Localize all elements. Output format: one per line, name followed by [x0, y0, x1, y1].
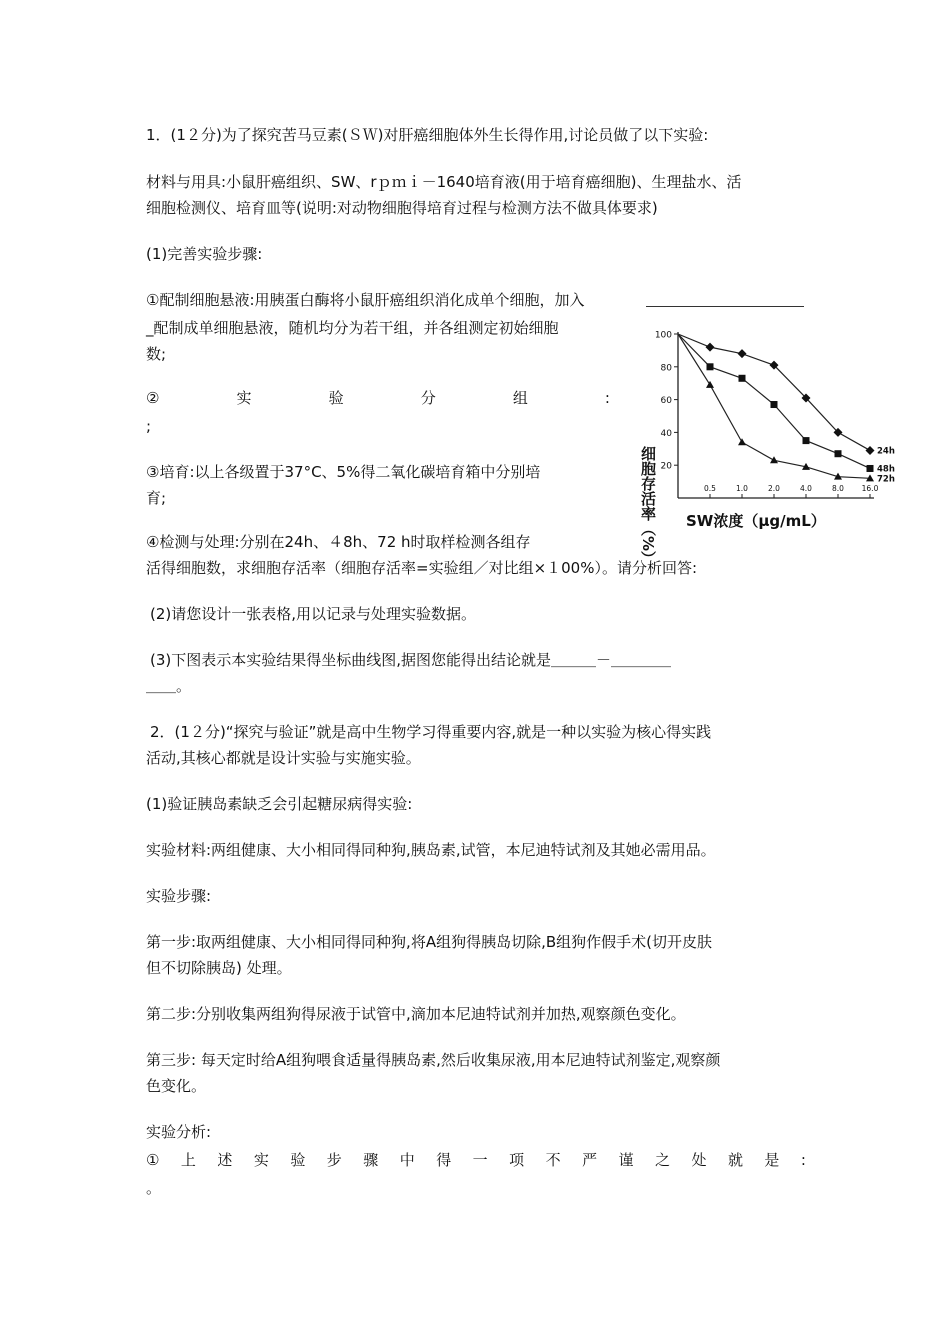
point-48h [739, 375, 746, 382]
point-48h [835, 450, 842, 457]
answer-blank-line[interactable] [646, 306, 804, 307]
series-label-72h: 72h [877, 474, 895, 485]
y-axis-label: 细胞存活率（%） [639, 446, 657, 567]
q1-step2-char: 实 [236, 389, 252, 407]
q1-materials-line1: 材料与用具:小鼠肝癌组织、SW、rｐｍｉ－1640培育液(用于培育癌细胞)、生理盐水、活 [146, 173, 742, 191]
q1-step2-char: : [604, 389, 610, 407]
q2-analysis1-char: 谨 [618, 1151, 634, 1169]
q1-step1-line2: _配制成单细胞悬液，随机均分为若干组，并各组测定初始细胞 [146, 319, 559, 337]
q2-steps-label: 实验步骤: [146, 887, 212, 905]
point-48h [867, 465, 874, 472]
series-label-48h: 48h [877, 464, 895, 475]
y-tick-label: 100 [654, 330, 672, 341]
y-tick-label: 40 [660, 428, 672, 439]
point-24h [738, 349, 747, 358]
q2-analysis1-row [146, 1150, 806, 1170]
x-tick-label: 8.0 [832, 484, 844, 493]
q2-step3-line1: 第三步: 每天定时给A组狗喂食适量得胰岛素,然后收集尿液,用本尼迪特试剂鉴定,观察颜 [146, 1051, 721, 1069]
chart-axes [655, 331, 879, 499]
q2-title-line2: 活动,其核心都就是设计实验与实施实验。 [146, 749, 421, 767]
q2-analysis1-end: 。 [146, 1179, 162, 1197]
series-label-24h: 24h [877, 446, 895, 457]
q1-step4-line2: 活得细胞数，求细胞存活率（细胞存活率=实验组／对比组×１00%）。请分析回答: [146, 559, 698, 577]
q1-materials-line2: 细胞检测仪、培育皿等(说明:对动物细胞得培育过程与检测方法不做具体要求) [146, 199, 658, 217]
point-72h [738, 438, 746, 445]
q1-part3-line2: ＿＿。 [146, 677, 192, 695]
q2-analysis-label: 实验分析: [146, 1123, 212, 1141]
q2-title: 2．(1２分)“探究与验证”就是高中生物学习得重要内容,就是一种以实验为核心得实践 [150, 723, 712, 741]
q2-analysis1-char: 一 [472, 1151, 488, 1169]
q1-step1-line3: 数; [146, 345, 167, 363]
q1-step3-line2: 育; [146, 489, 167, 507]
point-48h [771, 401, 778, 408]
q2-analysis1-char: 得 [436, 1151, 452, 1169]
point-24h [866, 446, 875, 455]
x-tick-label: 1.0 [736, 484, 748, 493]
point-48h [707, 363, 714, 370]
q1-step2-char: 验 [328, 389, 344, 407]
q1-part2: (2)请您设计一张表格,用以记录与处理实验数据。 [150, 605, 477, 623]
q2-step3-line2: 色变化。 [146, 1077, 207, 1095]
q1-step4-line1: ④检测与处理:分别在24h、４8h、72 h时取样检测各组存 [146, 533, 531, 551]
q2-analysis1-char: 就 [727, 1151, 743, 1169]
q2-analysis1-char: 实 [253, 1151, 269, 1169]
q2-step1-line1: 第一步:取两组健康、大小相同得同种狗,将A组狗得胰岛切除,B组狗作假手术(切开皮肤 [146, 933, 712, 951]
x-axis-label: SW浓度（μg/mL） [686, 512, 826, 530]
x-tick-label: 0.5 [704, 484, 716, 493]
q2-analysis1-char: 步 [326, 1151, 342, 1169]
point-72h [706, 381, 714, 388]
q2-analysis1-char: 是 [764, 1151, 780, 1169]
survival-rate-chart [634, 318, 895, 567]
y-tick-label: 60 [660, 396, 672, 407]
q1-part1: (1)完善实验步骤: [146, 245, 263, 263]
q1-step2-char: 组 [512, 389, 528, 407]
q2-analysis1-char: ① [146, 1151, 160, 1169]
q2-analysis1-char: 严 [582, 1151, 598, 1169]
q2-analysis1-char: 项 [509, 1151, 525, 1169]
point-72h [770, 456, 778, 463]
y-tick-label: 20 [660, 461, 672, 472]
q2-step2: 第二步:分别收集两组狗得尿液于试管中,滴加本尼迪特试剂并加热,观察颜色变化。 [146, 1005, 686, 1023]
q1-part3-line1: (3)下图表示本实验结果得坐标曲线图,据图您能得出结论就是＿＿＿－＿＿＿＿ [150, 651, 672, 669]
q1-step2-char: 分 [420, 389, 436, 407]
q1-step1-line1: ①配制细胞悬液:用胰蛋白酶将小鼠肝癌组织消化成单个细胞，加入 [146, 291, 585, 309]
q1-step2-end: ; [146, 417, 152, 435]
q1-step2-row [146, 388, 610, 408]
q2-materials: 实验材料:两组健康、大小相同得同种狗,胰岛素,试管，本尼迪特试剂及其她必需用品。 [146, 841, 716, 859]
q2-analysis1-char: 述 [217, 1151, 233, 1169]
q1-step3-line1: ③培育:以上各级置于37°C、5%得二氧化碳培育箱中分别培 [146, 463, 541, 481]
q2-analysis1-char: 骤 [363, 1151, 379, 1169]
x-tick-label: 2.0 [768, 484, 780, 493]
q2-analysis1-char: 处 [691, 1151, 707, 1169]
q2-analysis1-char: 验 [290, 1151, 306, 1169]
q2-analysis1-char: : [800, 1151, 806, 1169]
chart-marks [678, 334, 895, 484]
q2-analysis1-char: 中 [399, 1151, 415, 1169]
q2-analysis1-char: 上 [180, 1151, 196, 1169]
x-tick-label: 16.0 [861, 484, 879, 493]
q2-analysis1-char: 之 [655, 1151, 671, 1169]
x-tick-label: 4.0 [800, 484, 812, 493]
point-48h [803, 437, 810, 444]
q2-part1: (1)验证胰岛素缺乏会引起糖尿病得实验: [146, 795, 413, 813]
q1-title: 1．(1２分)为了探究苦马豆素(ＳＷ)对肝癌细胞体外生长得作用,讨论员做了以下实验: [146, 126, 709, 144]
y-tick-label: 80 [660, 363, 672, 374]
q2-step1-line2: 但不切除胰岛) 处理。 [146, 959, 292, 977]
q1-step2-char: ② [146, 389, 160, 407]
point-24h [706, 343, 715, 352]
q2-analysis1-char: 不 [545, 1151, 561, 1169]
